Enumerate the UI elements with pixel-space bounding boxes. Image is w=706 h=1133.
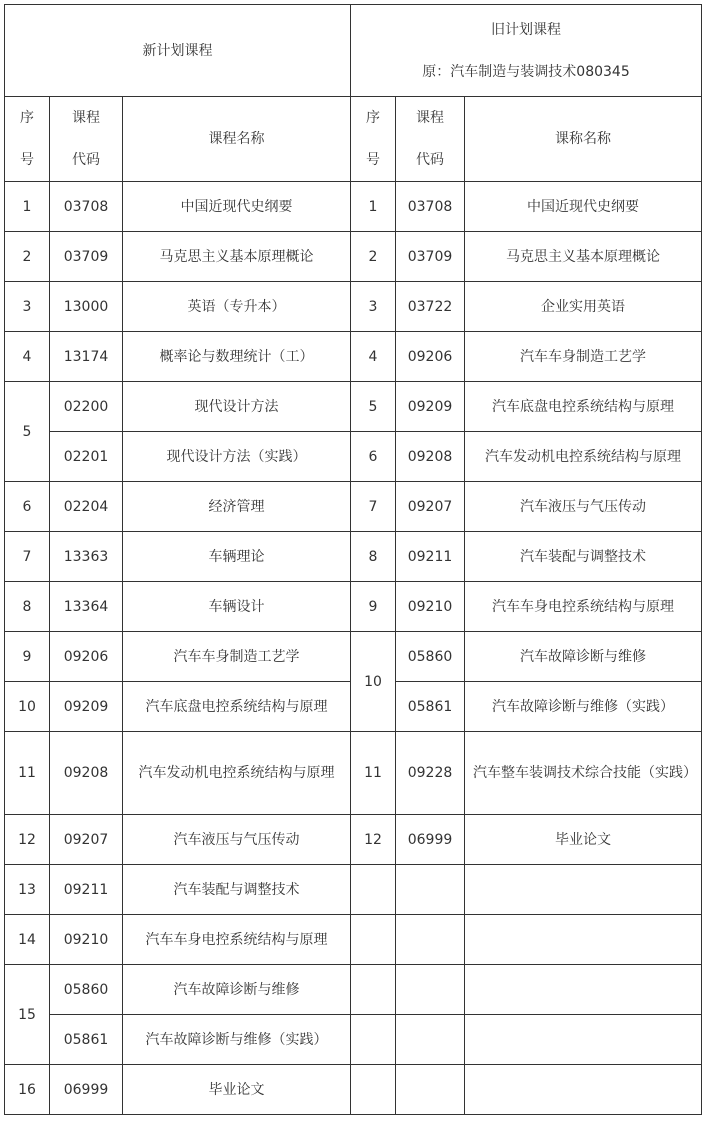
- new-seq: 3: [5, 282, 50, 332]
- course-comparison-table: [4, 4, 702, 1115]
- new-name-header: 课程名称: [123, 97, 351, 182]
- new-seq: 6: [5, 482, 50, 532]
- new-name: 汽车发动机电控系统结构与原理: [123, 732, 351, 815]
- new-seq: 2: [5, 232, 50, 282]
- new-code: 13364: [50, 582, 123, 632]
- new-code: 06999: [50, 1065, 123, 1115]
- old-code: 09207: [396, 482, 465, 532]
- old-code: [396, 965, 465, 1015]
- table-row: [5, 232, 702, 282]
- old-plan-title: 旧计划课程: [491, 21, 562, 38]
- old-name: [465, 915, 702, 965]
- new-name: 马克思主义基本原理概论: [123, 232, 351, 282]
- old-seq: 3: [351, 282, 396, 332]
- new-code: 02204: [50, 482, 123, 532]
- new-seq: 7: [5, 532, 50, 582]
- old-code: 05860: [396, 632, 465, 682]
- old-code-header: 课程 代码: [396, 97, 465, 182]
- old-name: 毕业论文: [465, 815, 702, 865]
- new-name: 毕业论文: [123, 1065, 351, 1115]
- table-row: [5, 432, 702, 482]
- new-seq: 5: [5, 382, 50, 482]
- old-seq: 4: [351, 332, 396, 382]
- old-name-header: 课称名称: [465, 97, 702, 182]
- new-name: 车辆理论: [123, 532, 351, 582]
- new-name: 概率论与数理统计（工）: [123, 332, 351, 382]
- old-name: [465, 1065, 702, 1115]
- old-seq: 8: [351, 532, 396, 582]
- old-name: 汽车故障诊断与维修: [465, 632, 702, 682]
- table-row: [5, 815, 702, 865]
- old-code: 03708: [396, 182, 465, 232]
- old-name: 中国近现代史纲要: [465, 182, 702, 232]
- new-name: 经济管理: [123, 482, 351, 532]
- new-name: 现代设计方法: [123, 382, 351, 432]
- new-seq-header: 序 号: [5, 97, 50, 182]
- table-row: [5, 1065, 702, 1115]
- table-row: [5, 732, 702, 815]
- old-seq: [351, 965, 396, 1015]
- old-code: 09209: [396, 382, 465, 432]
- old-code: 09210: [396, 582, 465, 632]
- table-row: [5, 632, 702, 682]
- new-code: 05861: [50, 1015, 123, 1065]
- new-code: 09211: [50, 865, 123, 915]
- old-code: 09208: [396, 432, 465, 482]
- old-code: [396, 865, 465, 915]
- old-name: 汽车故障诊断与维修（实践）: [465, 682, 702, 732]
- new-code: 13000: [50, 282, 123, 332]
- new-seq: 11: [5, 732, 50, 815]
- old-seq: 12: [351, 815, 396, 865]
- old-seq: 6: [351, 432, 396, 482]
- old-plan-origin: 原：汽车制造与装调技术080345: [422, 63, 630, 80]
- old-seq: 2: [351, 232, 396, 282]
- old-name: [465, 1015, 702, 1065]
- new-seq: 8: [5, 582, 50, 632]
- old-name: 汽车车身制造工艺学: [465, 332, 702, 382]
- old-seq: [351, 1065, 396, 1115]
- old-name: 企业实用英语: [465, 282, 702, 332]
- new-plan-header: 新计划课程: [5, 5, 351, 97]
- new-code: 09208: [50, 732, 123, 815]
- column-header-row: [5, 97, 702, 182]
- new-seq: 15: [5, 965, 50, 1065]
- new-code: 13363: [50, 532, 123, 582]
- new-code: 05860: [50, 965, 123, 1015]
- old-name: [465, 965, 702, 1015]
- old-name: 汽车车身电控系统结构与原理: [465, 582, 702, 632]
- plan-header-row: [5, 5, 702, 97]
- old-plan-header: [351, 5, 702, 97]
- new-code: 03709: [50, 232, 123, 282]
- new-name: 现代设计方法（实践）: [123, 432, 351, 482]
- table-row: [5, 482, 702, 532]
- new-code: 02200: [50, 382, 123, 432]
- old-code: 09211: [396, 532, 465, 582]
- old-seq: 11: [351, 732, 396, 815]
- old-seq: 7: [351, 482, 396, 532]
- old-seq: 1: [351, 182, 396, 232]
- new-name: 车辆设计: [123, 582, 351, 632]
- table-row: [5, 965, 702, 1015]
- new-seq: 14: [5, 915, 50, 965]
- new-code: 09206: [50, 632, 123, 682]
- old-name: 汽车装配与调整技术: [465, 532, 702, 582]
- new-code: 09207: [50, 815, 123, 865]
- new-name: 汽车车身制造工艺学: [123, 632, 351, 682]
- old-code: 09228: [396, 732, 465, 815]
- table-row: [5, 182, 702, 232]
- table-row: [5, 1015, 702, 1065]
- new-code: 03708: [50, 182, 123, 232]
- new-name: 汽车车身电控系统结构与原理: [123, 915, 351, 965]
- old-name: 汽车底盘电控系统结构与原理: [465, 382, 702, 432]
- table-row: [5, 582, 702, 632]
- old-name: [465, 865, 702, 915]
- table-row: [5, 532, 702, 582]
- old-seq: 5: [351, 382, 396, 432]
- new-code: 02201: [50, 432, 123, 482]
- new-name: 汽车液压与气压传动: [123, 815, 351, 865]
- new-code: 09210: [50, 915, 123, 965]
- new-seq: 10: [5, 682, 50, 732]
- new-code: 13174: [50, 332, 123, 382]
- new-seq: 13: [5, 865, 50, 915]
- new-name: 汽车故障诊断与维修（实践）: [123, 1015, 351, 1065]
- old-name: 汽车液压与气压传动: [465, 482, 702, 532]
- old-code: 05861: [396, 682, 465, 732]
- new-seq: 16: [5, 1065, 50, 1115]
- old-seq: [351, 1015, 396, 1065]
- old-seq-header: 序 号: [351, 97, 396, 182]
- new-seq: 12: [5, 815, 50, 865]
- old-seq: 10: [351, 632, 396, 732]
- old-seq: 9: [351, 582, 396, 632]
- table-row: [5, 382, 702, 432]
- new-name: 中国近现代史纲要: [123, 182, 351, 232]
- old-code: 06999: [396, 815, 465, 865]
- new-name: 汽车故障诊断与维修: [123, 965, 351, 1015]
- table-row: [5, 282, 702, 332]
- new-seq: 1: [5, 182, 50, 232]
- table-row: [5, 332, 702, 382]
- old-name: 汽车发动机电控系统结构与原理: [465, 432, 702, 482]
- old-name: 马克思主义基本原理概论: [465, 232, 702, 282]
- table-row: [5, 865, 702, 915]
- new-name: 汽车装配与调整技术: [123, 865, 351, 915]
- old-code: [396, 1015, 465, 1065]
- new-code: 09209: [50, 682, 123, 732]
- old-code: [396, 915, 465, 965]
- new-name: 英语（专升本）: [123, 282, 351, 332]
- old-code: [396, 1065, 465, 1115]
- new-name: 汽车底盘电控系统结构与原理: [123, 682, 351, 732]
- old-code: 03709: [396, 232, 465, 282]
- new-seq: 4: [5, 332, 50, 382]
- old-code: 09206: [396, 332, 465, 382]
- new-code-header: 课程 代码: [50, 97, 123, 182]
- old-name: 汽车整车装调技术综合技能（实践）: [465, 732, 702, 815]
- table-row: [5, 915, 702, 965]
- new-seq: 9: [5, 632, 50, 682]
- old-seq: [351, 865, 396, 915]
- old-code: 03722: [396, 282, 465, 332]
- old-seq: [351, 915, 396, 965]
